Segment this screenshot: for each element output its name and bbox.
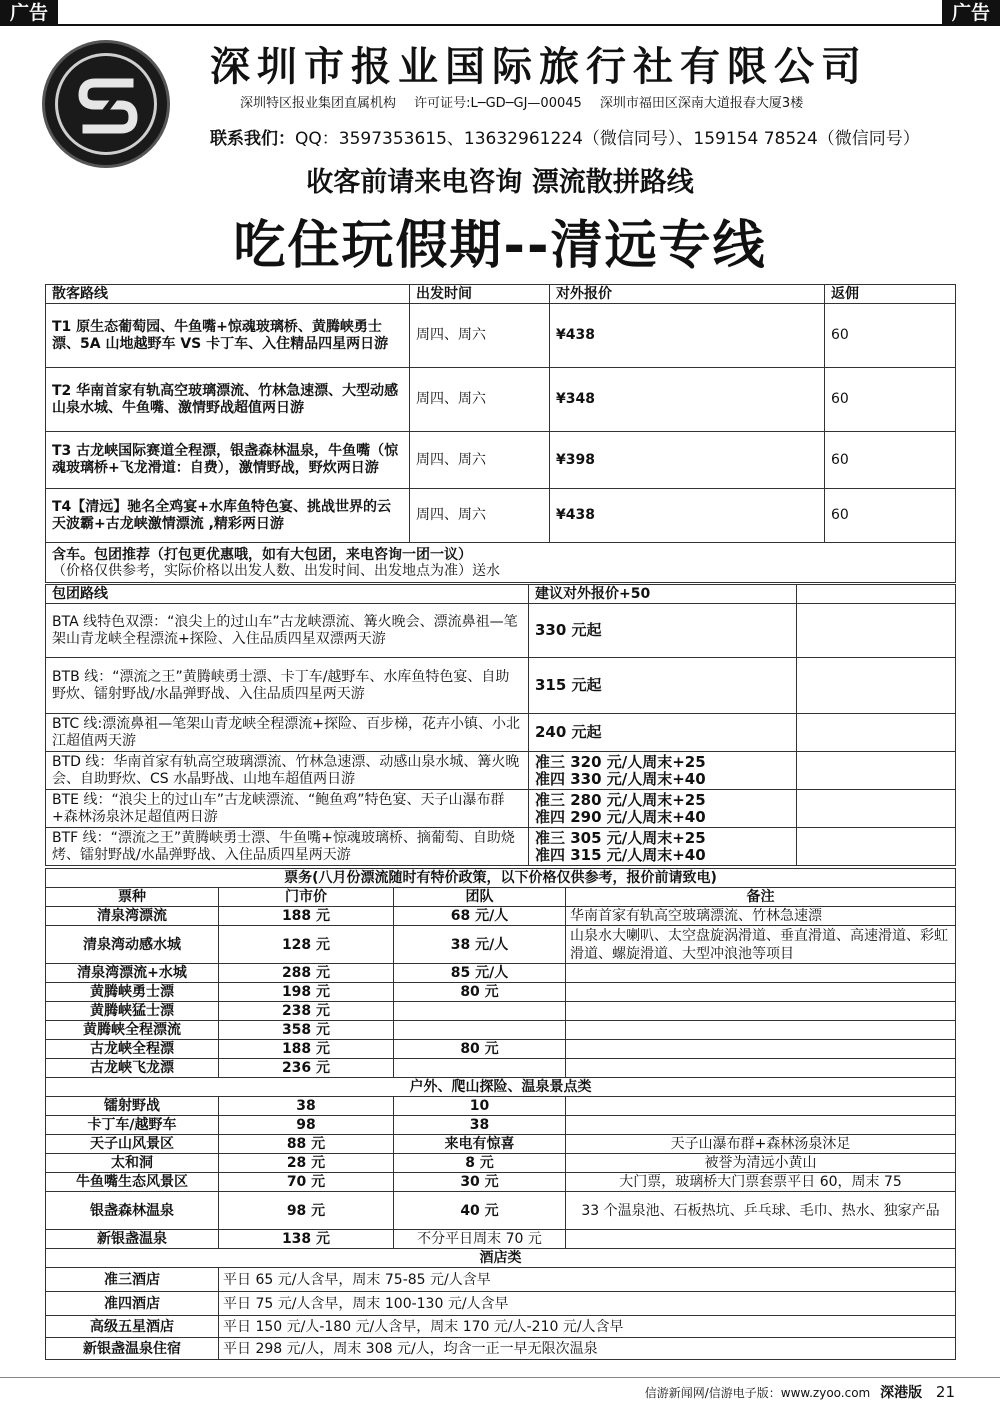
hotel-name: 准四酒店 <box>46 1292 219 1316</box>
blank-cell <box>797 828 956 866</box>
charter-price-cell: 315 元起 <box>529 658 797 714</box>
top-rule <box>0 24 1000 26</box>
hotel-name: 新银盏温泉住宿 <box>46 1338 219 1360</box>
hotel-price: 平日 65 元/人含早，周末 75-85 元/人含早 <box>219 1268 956 1292</box>
ticket-retail: 98 元 <box>219 1192 394 1230</box>
table-row <box>46 304 956 368</box>
ticket-group: 不分平日周末 70 元 <box>394 1230 566 1249</box>
charter-route-cell: BTA 线特色双漂：“浪尖上的过山车”古龙峡漂流、篝火晚会、漂流鼻祖—笔架山青龙峡全程漂流+探险、入住品质四星双漂两天游 <box>46 604 529 658</box>
note-normal: （价格仅供参考，实际价格以出发人数、出发时间、出发地点为准）送水 <box>52 562 500 579</box>
scatter-note <box>46 543 956 583</box>
table-row <box>46 752 956 790</box>
route-cell: T4【清远】驰名全鸡宴+水库鱼特色宴、挑战世界的云天波霸+古龙峡激情漂流 ,精彩两日游 <box>46 489 410 543</box>
ticket-group <box>394 1021 566 1040</box>
charter-route-cell: BTC 线:漂流鼻祖—笔架山青龙峡全程漂流+探险、百步梯，花卉小镇、小北江超值两天游 <box>46 714 529 752</box>
table-row <box>46 964 956 983</box>
scatter-note-row <box>46 543 956 583</box>
ticket-title-row <box>46 869 956 888</box>
table-row <box>46 1192 956 1230</box>
contact-text: QQ：3597353615、13632961224（微信同号）、159154 78524（微信同号） <box>295 129 920 149</box>
table-row <box>46 489 956 543</box>
header-price: 对外报价 <box>550 285 825 304</box>
ticket-group: 8 元 <box>394 1154 566 1173</box>
charter-price-cell: 准三 280 元/人周末+25 准四 290 元/人周末+40 <box>529 790 797 828</box>
ticket-remark: 大门票，玻璃桥大门票套票平日 60，周末 75 <box>566 1173 956 1192</box>
ticket-name: 卡丁车/越野车 <box>46 1116 219 1135</box>
ticket-retail: 70 元 <box>219 1173 394 1192</box>
company-name: 深圳市报业国际旅行社有限公司 <box>210 43 868 90</box>
ticket-group: 10 <box>394 1097 566 1116</box>
hotel-title-row <box>46 1249 956 1268</box>
ticket-retail: 238 元 <box>219 1002 394 1021</box>
ticket-remark <box>566 1059 956 1078</box>
ticket-retail: 198 元 <box>219 983 394 1002</box>
table-row <box>46 907 956 926</box>
table-row <box>46 1316 956 1338</box>
headline: 收客前请来电咨询 漂流散拼路线 <box>306 167 694 198</box>
header-remark: 备注 <box>566 888 956 907</box>
ticket-remark <box>566 1040 956 1059</box>
blank-cell <box>797 752 956 790</box>
ticket-group: 40 元 <box>394 1192 566 1230</box>
table-row <box>46 1116 956 1135</box>
ticket-remark <box>566 1097 956 1116</box>
header-route: 散客路线 <box>46 285 410 304</box>
logo-emblem-icon <box>45 43 173 171</box>
table-row <box>46 1135 956 1154</box>
ticket-group <box>394 1002 566 1021</box>
ticket-name: 新银盏温泉 <box>46 1230 219 1249</box>
ticket-group: 来电有惊喜 <box>394 1135 566 1154</box>
ticket-group: 38 元/人 <box>394 926 566 964</box>
table-row <box>46 1173 956 1192</box>
ticket-remark <box>566 983 956 1002</box>
charter-header-row <box>46 585 956 604</box>
ticket-retail: 358 元 <box>219 1021 394 1040</box>
header-retail: 门市价 <box>219 888 394 907</box>
charter-price-cell: 240 元起 <box>529 714 797 752</box>
charter-price-cell: 准三 320 元/人周末+25 准四 330 元/人周末+40 <box>529 752 797 790</box>
price-cell: ¥438 <box>550 304 825 368</box>
contact-line <box>210 124 920 149</box>
scatter-header-row <box>46 285 956 304</box>
commission-cell: 60 <box>825 304 956 368</box>
header-commission: 返佣 <box>825 285 956 304</box>
footer-edition: 深港版 <box>880 1385 923 1401</box>
table-row <box>46 368 956 432</box>
table-row <box>46 1059 956 1078</box>
table-row <box>46 1268 956 1292</box>
charter-route-cell: BTF 线：“漂流之王”黄腾峡勇士漂、牛鱼嘴+惊魂玻璃桥、摘葡萄、自助烧烤、镭射野战/水晶弹野战、入住品质四星两天游 <box>46 828 529 866</box>
table-row <box>46 926 956 964</box>
ticket-name: 古龙峡全程漂 <box>46 1040 219 1059</box>
ticket-retail: 138 元 <box>219 1230 394 1249</box>
commission-cell: 60 <box>825 368 956 432</box>
price-cell: ¥398 <box>550 432 825 489</box>
ticket-remark: 山泉水大喇叭、太空盘旋涡滑道、垂直滑道、高速滑道、彩虹滑道、螺旋滑道、大型冲浪池等项目 <box>566 926 956 964</box>
ticket-remark <box>566 1230 956 1249</box>
company-sub-info <box>240 92 817 111</box>
header-group: 团队 <box>394 888 566 907</box>
charter-price-cell: 330 元起 <box>529 604 797 658</box>
footer-rule <box>0 1377 1000 1378</box>
hotel-price: 平日 298 元/人，周末 308 元/人，均含一正一早无限次温泉 <box>219 1338 956 1360</box>
address: 深圳市福田区深南大道报春大厦3楼 <box>599 96 804 111</box>
route-cell: T3 古龙峡国际赛道全程漂，银盏森林温泉，牛鱼嘴（惊魂玻璃桥+飞龙滑道：自费），激情野战，野炊两日游 <box>46 432 410 489</box>
ticket-name: 牛鱼嘴生态风景区 <box>46 1173 219 1192</box>
charter-route-table <box>45 584 956 866</box>
route-cell: T2 华南首家有轨高空玻璃漂流、竹林急速漂、大型动感山泉水城、牛鱼嘴、激情野战超值两日游 <box>46 368 410 432</box>
main-title: 吃住玩假期--清远专线 <box>233 216 767 276</box>
table-row <box>46 432 956 489</box>
ticket-name: 黄腾峡猛士漂 <box>46 1002 219 1021</box>
ticket-group: 38 <box>394 1116 566 1135</box>
ticket-table <box>45 868 956 1360</box>
ticket-retail: 188 元 <box>219 1040 394 1059</box>
table-row <box>46 1021 956 1040</box>
ticket-remark: 被誉为清远小黄山 <box>566 1154 956 1173</box>
ad-label-right: 广告 <box>942 0 1000 26</box>
price-cell: ¥438 <box>550 489 825 543</box>
table-row <box>46 1338 956 1360</box>
ticket-group: 30 元 <box>394 1173 566 1192</box>
blank-cell <box>797 604 956 658</box>
license-number: 许可证号:L─GD─GJ—00045 <box>414 96 582 111</box>
ticket-name: 天子山风景区 <box>46 1135 219 1154</box>
table-row <box>46 983 956 1002</box>
footer-site: 信游新闻网/信游电子版：www.zyoo.com <box>644 1386 871 1400</box>
ticket-name: 太和洞 <box>46 1154 219 1173</box>
ticket-retail: 128 元 <box>219 926 394 964</box>
ticket-name: 古龙峡飞龙漂 <box>46 1059 219 1078</box>
ticket-name: 镭射野战 <box>46 1097 219 1116</box>
table-row <box>46 658 956 714</box>
ticket-name: 清泉湾漂流 <box>46 907 219 926</box>
ticket-name: 银盏森林温泉 <box>46 1192 219 1230</box>
ticket-group: 80 元 <box>394 983 566 1002</box>
charter-route-cell: BTE 线：“浪尖上的过山车”古龙峡漂流、“鲍鱼鸡”特色宴、天子山瀑布群+森林汤泉沐足超值两日游 <box>46 790 529 828</box>
outdoor-title-row <box>46 1078 956 1097</box>
ticket-header-row <box>46 888 956 907</box>
depart-cell: 周四、周六 <box>410 432 550 489</box>
ticket-remark: 天子山瀑布群+森林汤泉沐足 <box>566 1135 956 1154</box>
contact-label: 联系我们： <box>210 129 295 149</box>
scatter-route-table <box>45 284 956 583</box>
table-row <box>46 828 956 866</box>
ticket-group <box>394 1059 566 1078</box>
ticket-remark <box>566 1116 956 1135</box>
ticket-retail: 98 <box>219 1116 394 1135</box>
ticket-remark <box>566 1002 956 1021</box>
depart-cell: 周四、周六 <box>410 368 550 432</box>
table-row <box>46 714 956 752</box>
ticket-name: 黄腾峡勇士漂 <box>46 983 219 1002</box>
hotel-title: 酒店类 <box>46 1249 956 1268</box>
table-row <box>46 1154 956 1173</box>
table-row <box>46 604 956 658</box>
hotel-price: 平日 75 元/人含早，周末 100-130 元/人含早 <box>219 1292 956 1316</box>
ticket-retail: 236 元 <box>219 1059 394 1078</box>
header-depart: 出发时间 <box>410 285 550 304</box>
blank-cell <box>797 658 956 714</box>
ticket-name: 黄腾峡全程漂流 <box>46 1021 219 1040</box>
table-row <box>46 1230 956 1249</box>
ticket-remark: 华南首家有轨高空玻璃漂流、竹林急速漂 <box>566 907 956 926</box>
ticket-name: 清泉湾漂流+水城 <box>46 964 219 983</box>
note-bold: 含车。包团推荐（打包更优惠哦，如有大包团，来电咨询一团一议） <box>52 546 472 563</box>
blank-cell <box>797 714 956 752</box>
ticket-retail: 288 元 <box>219 964 394 983</box>
header-suggested-price: 建议对外报价+50 <box>529 585 797 604</box>
hotel-price: 平日 150 元/人-180 元/人含早，周末 170 元/人-210 元/人含早 <box>219 1316 956 1338</box>
table-row <box>46 1040 956 1059</box>
ticket-group: 68 元/人 <box>394 907 566 926</box>
header-charter-route: 包团路线 <box>46 585 529 604</box>
ad-label-left: 广告 <box>0 0 58 26</box>
page-footer <box>645 1382 955 1402</box>
table-row <box>46 790 956 828</box>
ticket-title: 票务(八月份漂流随时有特价政策，以下价格仅供参考，报价前请致电) <box>46 869 956 888</box>
charter-price-cell: 准三 305 元/人周末+25 准四 315 元/人周末+40 <box>529 828 797 866</box>
ticket-name: 清泉湾动感水城 <box>46 926 219 964</box>
company-logo <box>42 40 170 168</box>
hotel-name: 准三酒店 <box>46 1268 219 1292</box>
route-cell: T1 原生态葡萄园、牛鱼嘴+惊魂玻璃桥、黄腾峡勇士漂、5A 山地越野车 VS 卡丁车、入住精品四星两日游 <box>46 304 410 368</box>
page-number: 21 <box>935 1383 955 1401</box>
hotel-name: 高级五星酒店 <box>46 1316 219 1338</box>
ticket-retail: 28 元 <box>219 1154 394 1173</box>
blank-cell <box>797 790 956 828</box>
ticket-remark <box>566 1021 956 1040</box>
table-row <box>46 1292 956 1316</box>
ticket-retail: 38 <box>219 1097 394 1116</box>
table-row <box>46 1002 956 1021</box>
price-cell: ¥348 <box>550 368 825 432</box>
ticket-group: 80 元 <box>394 1040 566 1059</box>
ticket-retail: 88 元 <box>219 1135 394 1154</box>
charter-route-cell: BTD 线：华南首家有轨高空玻璃漂流、竹林急速漂、动感山泉水城、篝火晚会、自助野炊、CS 水晶野战、山地车超值两日游 <box>46 752 529 790</box>
outdoor-title: 户外、爬山探险、温泉景点类 <box>46 1078 956 1097</box>
ticket-remark: 33 个温泉池、石板热坑、乒乓球、毛巾、热水、独家产品 <box>566 1192 956 1230</box>
ticket-remark <box>566 964 956 983</box>
depart-cell: 周四、周六 <box>410 304 550 368</box>
depart-cell: 周四、周六 <box>410 489 550 543</box>
ticket-retail: 188 元 <box>219 907 394 926</box>
ticket-group: 85 元/人 <box>394 964 566 983</box>
commission-cell: 60 <box>825 489 956 543</box>
table-row <box>46 1097 956 1116</box>
header-blank <box>797 585 956 604</box>
header-ticket-type: 票种 <box>46 888 219 907</box>
affiliation: 深圳特区报业集团直属机构 <box>240 96 397 111</box>
commission-cell: 60 <box>825 432 956 489</box>
charter-route-cell: BTB 线：“漂流之王”黄腾峡勇士漂、卡丁车/越野车、水库鱼特色宴、自助野炊、镭射野战/水晶弹野战、入住品质四星两天游 <box>46 658 529 714</box>
